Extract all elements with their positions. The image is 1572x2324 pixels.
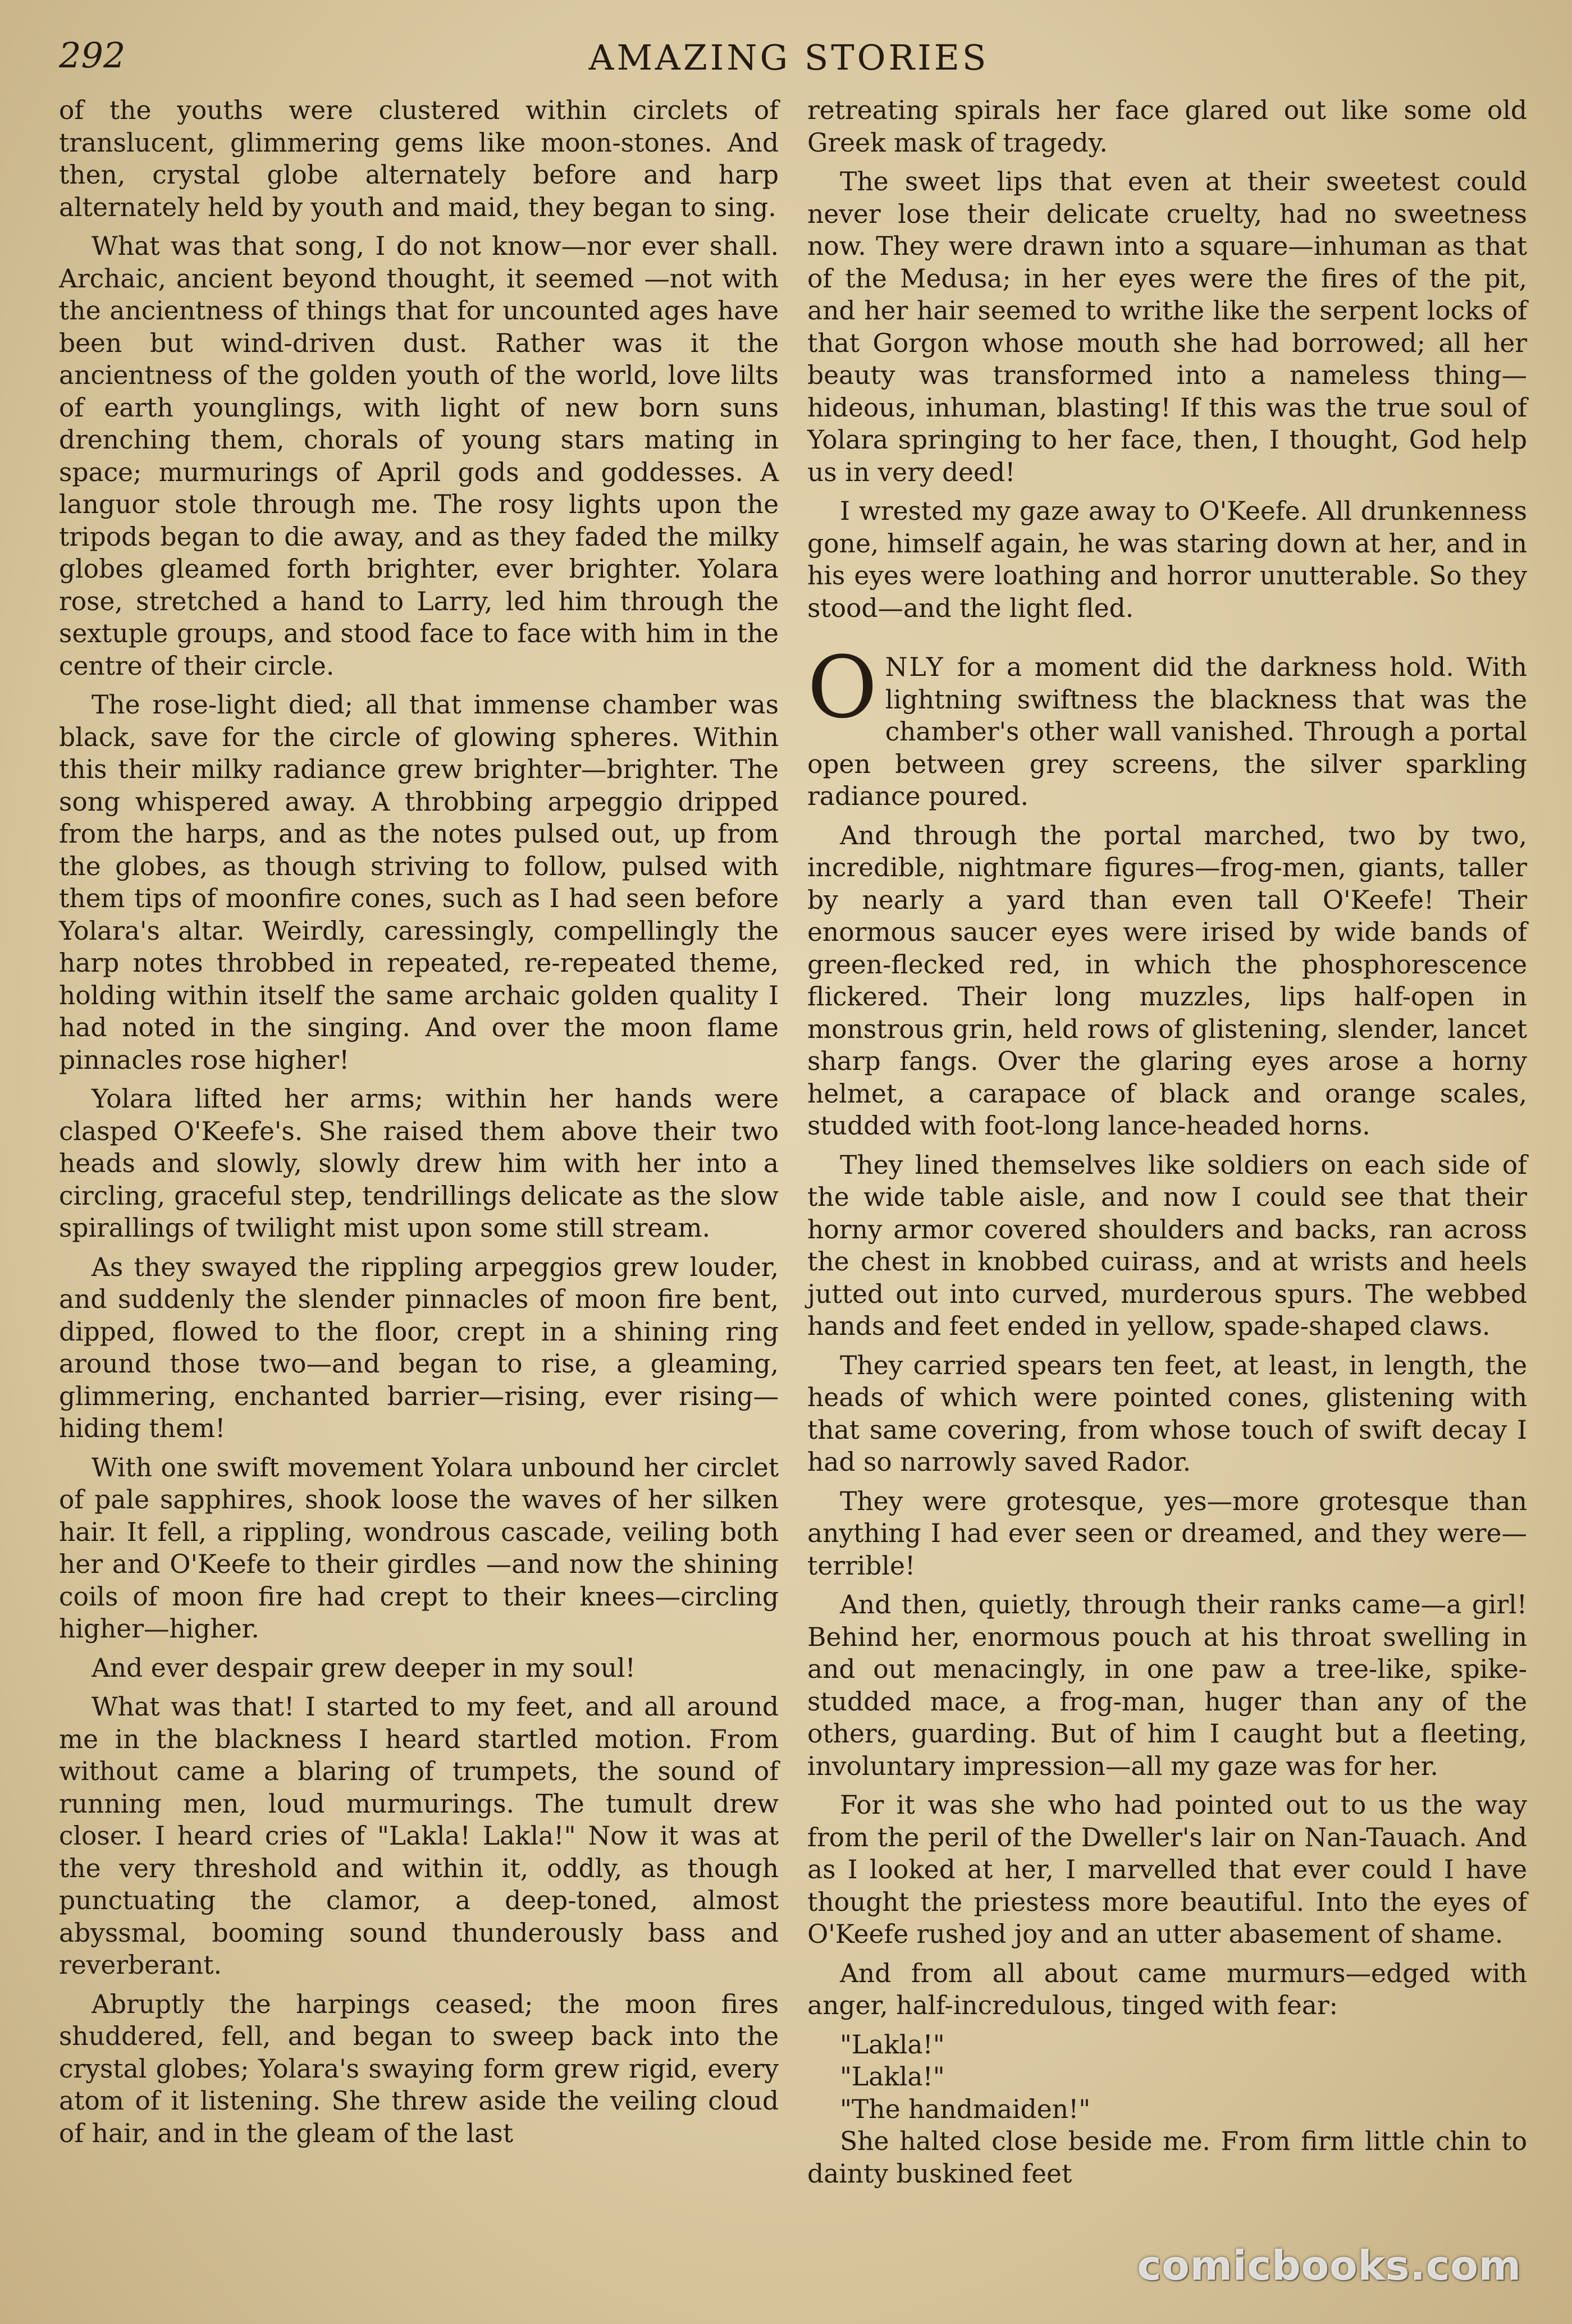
section-opening-text: for a moment did the darkness hold. With lightning swiftness the blackness that was the chamber's other wall vanished. Through a portal open between grey screens, the silver sparkling radiance poured. (807, 652, 1527, 811)
paragraph: And then, quietly, through their ranks came—a girl! Behind her, enormous pouch at his throat swelling in and out menacingly, in one paw a tree-like, spike-studded mace, a frog-man, huger than any of the others, guarding. But of him I caught but a fleeting, involuntary impression—all my gaze was for her. (807, 1590, 1527, 1781)
dialog-line: "Lakla!" (840, 2062, 945, 2092)
paragraph: With one swift movement Yolara unbound her circlet of pale sapphires, shook loose the waves of her silken hair. It fell, a rippling, wondrous cascade, veiling both her and O'Keefe to their girdles —and now the shining coils of moon fire had crept to their knees—circling higher—higher. (59, 1452, 779, 1644)
paragraph: And ever despair grew deeper in my soul! (92, 1653, 636, 1683)
running-title: AMAZING STORIES (588, 37, 989, 78)
paragraph: And from all about came murmurs—edged with anger, half-incredulous, tinged with fear: (807, 1958, 1527, 2020)
page-number: 292 (59, 35, 126, 76)
right-column (807, 94, 1527, 2197)
dialog-line: "The handmaiden!" (840, 2094, 1091, 2124)
paragraph: And through the portal marched, two by two, incredible, nightmare figures—frog-men, giants, taller by nearly a yard than even tall O'Keefe! Their enormous saucer eyes were irised by wide bands of green-flecked red, in which the phosphorescence flickered. Their long muzzles, lips half-open in monstrous grin, held rows of glistening, slender, lancet sharp fangs. Over the glaring eyes arose a horny helmet, a carapace of black and orange scales, studded with foot-long lance-headed horns. (807, 820, 1527, 1141)
left-column (59, 94, 779, 2156)
section-opening-paragraph (807, 638, 1527, 813)
paragraph: of the youths were clustered within circlets of translucent, glimmering gems like moon-stones. And then, crystal globe alternately before and harp alternately held by youth and maid, they began to sing. (59, 95, 779, 222)
paragraph: They were grotesque, yes—more grotesque than anything I had ever seen or dreamed, and they were—terrible! (807, 1486, 1527, 1581)
dialog-line: "Lakla!" (840, 2029, 945, 2060)
paragraph: As they swayed the rippling arpeggios grew louder, and suddenly the slender pinnacles of moon fire bent, dipped, flowed to the floor, crept in a shining ring around those two—and began to rise, a gleaming, glimmering, enchanted barrier—rising, ever rising—hiding them! (59, 1252, 779, 1443)
paragraph: I wrested my gaze away to O'Keefe. All drunkenness gone, himself again, he was staring down at her, and in his eyes were loathing and horror unutterable. So they stood—and the light fled. (807, 496, 1527, 623)
paragraph: She halted close beside me. From firm little chin to dainty buskined feet (807, 2126, 1527, 2189)
paragraph: The rose-light died; all that immense chamber was black, save for the circle of glowing spheres. Within this their milky radiance grew brighter—brighter. The song whispered away. A throbbing arpeggio dripped from the harps, and as the notes pulsed out, up from the globes, as though striving to follow, pulsed with them tips of moonfire cones, such as I had seen before Yolara's altar. Weirdly, caressingly, compellingly the harp notes throbbed in repeated, re-repeated theme, holding within itself the same archaic golden quality I had noted in the singing. And over the moon flame pinnacles rose higher! (59, 690, 779, 1075)
paragraph: What was that! I started to my feet, and all around me in the blackness I heard startled motion. From without came a blaring of trumpets, the sound of running men, loud murmurings. The tumult drew closer. I heard cries of "Lakla! Lakla!" Now it was at the very threshold and within it, oddly, as though punctuating the clamor, a deep-toned, almost abyssmal, booming sound thunderously bass and reverberant. (59, 1692, 779, 1980)
paragraph: For it was she who had pointed out to us the way from the peril of the Dweller's lair on Nan-Tauach. And as I looked at her, I marvelled that ever could I have thought the priestess more beautiful. Into the eyes of O'Keefe rushed joy and an utter abasement of shame. (807, 1790, 1527, 1949)
page-header (59, 35, 1519, 97)
paragraph: Yolara lifted her arms; within her hands were clasped O'Keefe's. She raised them above their two heads and slowly, slowly drew him with her into a circling, graceful step, tendrillings delicate as the slow spirallings of twilight mist upon some still stream. (59, 1084, 779, 1243)
watermark: comicbooks.com (1137, 2242, 1521, 2289)
paragraph: They lined themselves like soldiers on each side of the wide table aisle, and now I could see that their horny armor covered shoulders and backs, ran across the chest in knobbed cuirass, and at wrists and heels jutted out into curved, murderous spurs. The webbed hands and feet ended in yellow, spade-shaped claws. (807, 1150, 1527, 1341)
paragraph: Abruptly the harpings ceased; the moon fires shuddered, fell, and began to sweep back into the crystal globes; Yolara's swaying form grew rigid, every atom of it listening. She threw aside the veiling cloud of hair, and in the gleam of the last (59, 1989, 779, 2148)
paragraph: retreating spirals her face glared out like some old Greek mask of tragedy. (807, 95, 1527, 158)
small-caps-lead: NLY (885, 652, 945, 682)
paragraph: The sweet lips that even at their sweetest could never lose their delicate cruelty, had no sweetness now. They were drawn into a square—inhuman as that of the Medusa; in her eyes were the fires of the pit, and her hair seemed to writhe like the serpent locks of that Gorgon whose mouth she had borrowed; all her beauty was transformed into a nameless thing—hideous, inhuman, blasting! If this was the true soul of Yolara springing to her face, then, I thought, God help us in very deed! (807, 167, 1527, 487)
paragraph: They carried spears ten feet, at least, in length, the heads of which were pointed cones, glistening with that same covering, from whose touch of swift decay I had so narrowly saved Rador. (807, 1350, 1527, 1477)
drop-cap: O (807, 638, 878, 737)
paragraph: What was that song, I do not know—nor ever shall. Archaic, ancient beyond thought, it seemed —not with the ancientness of things that for uncounted ages have been but wind-driven dust. Rather was it the ancientness of the golden youth of the world, love lilts of earth younglings, with light of new born suns drenching them, chorals of young stars mating in space; murmurings of April gods and goddesses. A languor stole through me. The rosy lights upon the tripods began to die away, and as they faded the milky globes gleamed forth brighter, ever brighter. Yolara rose, stretched a hand to Larry, led him through the sextuple groups, and stood face to face with him in the centre of their circle. (59, 231, 779, 681)
